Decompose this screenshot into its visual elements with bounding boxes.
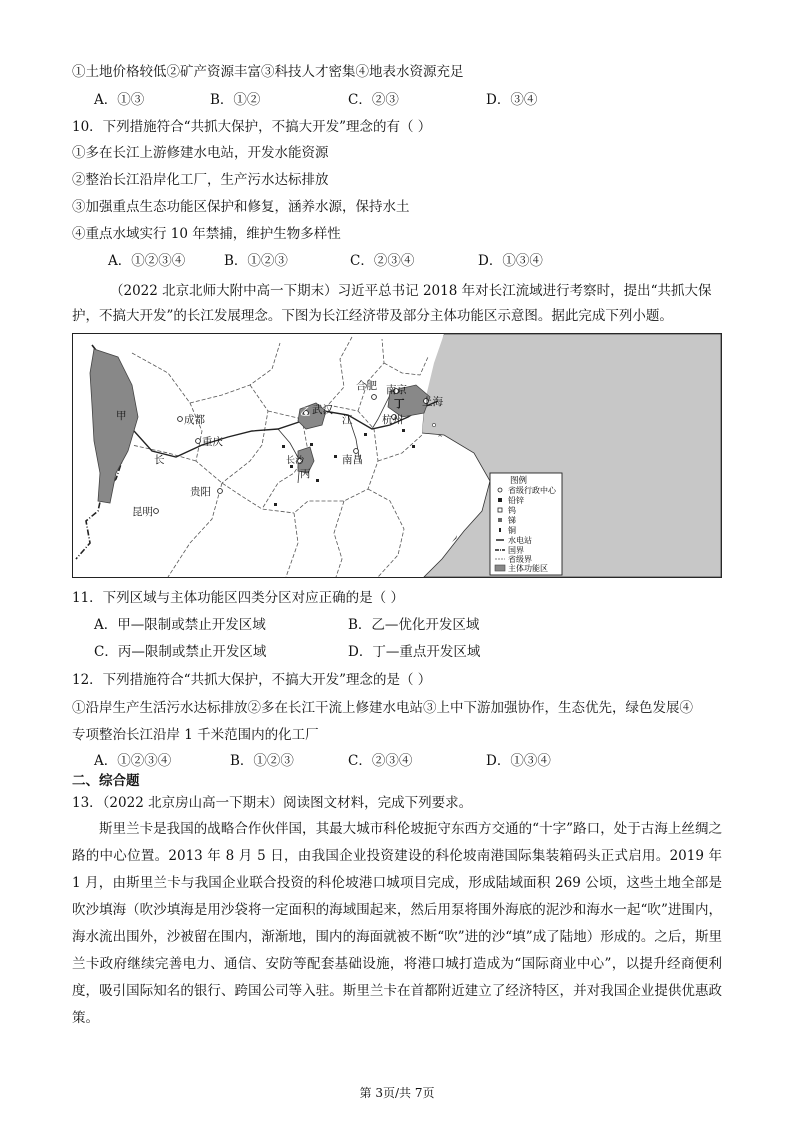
q12-option-d: D．①③④ [486, 753, 551, 769]
legend-item-provincial-border: 省级界 [508, 555, 532, 564]
legend-title: 图例 [510, 476, 528, 486]
q10-option-b: B．①②③ [224, 253, 288, 269]
q10-option-d: D．①③④ [478, 253, 543, 269]
page-footer: 第 3页/共 7页 [359, 1086, 435, 1100]
legend-item-copper: 铜 [508, 526, 516, 535]
q12-option-c: C．②③④ [348, 753, 413, 769]
intro-line-2: 护，不搞大开发”的长江发展理念。下图为长江经济带及部分主体功能区示意图。据此完成下列小题。 [72, 308, 673, 324]
q11-option-a: A．甲—限制或禁止开发区域 [94, 617, 266, 633]
q9-option-a: A．①③ [94, 92, 145, 108]
map-label-wuhan: 武汉 [312, 404, 333, 416]
q11-option-d: D．丁—重点开发区域 [348, 644, 481, 660]
legend-item-tungsten: 钨 [508, 506, 516, 515]
q9-option-d: D．③④ [486, 92, 538, 108]
q10-item-2: ②整治长江沿岸化工厂，生产污水达标排放 [72, 172, 329, 188]
map-label-jiang: 江 [342, 414, 353, 426]
map-label-changsha: 长沙 [286, 456, 305, 466]
q12-line-2: 专项整治长江沿岸 1 千米范围内的化工厂 [72, 727, 319, 743]
legend-item-national-border: 国界 [508, 546, 524, 555]
yangtze-economic-belt-map [72, 333, 722, 578]
intro-line-1: （2022 北京北师大附中高一下期末）习近平总书记 2018 年对长江流域进行考察时，提出“共抓大保 [110, 283, 712, 299]
legend-item-hydropower: 水电站 [508, 536, 532, 545]
q10-option-c: C．②③④ [350, 253, 415, 269]
q9-option-c: C．②③ [348, 92, 399, 108]
q12-option-b: B．①②③ [230, 753, 294, 769]
map-label-chang: 长 [154, 454, 165, 466]
map-label-hefei: 合肥 [356, 380, 377, 392]
legend-item-lead-zinc: 铅锌 [508, 496, 524, 505]
q11-option-c: C．丙—限制或禁止开发区域 [94, 644, 267, 660]
q12-line-1: ①沿岸生产生活污水达标排放②多在长江干流上修建水电站③上中下游加强协作，生态优先，绿色发展④ [72, 700, 693, 716]
map-label-nanchang: 南昌 [342, 454, 363, 466]
map-label-shanghai: 上海 [422, 396, 443, 408]
q12-stem: 12．下列措施符合“共抓大保护，不搞大开发”理念的是（ ） [72, 672, 432, 688]
q10-item-3: ③加强重点生态功能区保护和修复，涵养水源，保持水土 [72, 199, 410, 215]
q9-option-b: B．①② [210, 92, 261, 108]
q11-option-b: B．乙—优化开发区域 [348, 617, 480, 633]
legend-item-functional-zone: 主体功能区 [508, 564, 548, 573]
map-label-guiyang: 贵阳 [190, 486, 211, 498]
map-label-chongqing: 重庆 [202, 436, 223, 448]
map-label-jia: 甲 [116, 410, 127, 422]
q13-stem: 13．（2022 北京房山高一下期末）阅读图文材料，完成下列要求。 [72, 795, 473, 811]
map-label-ding: 丁 [394, 398, 405, 410]
q10-item-1: ①多在长江上游修建水电站，开发水能资源 [72, 145, 329, 161]
q10-option-a: A．①②③④ [108, 253, 186, 269]
map-label-chengdu: 成都 [184, 414, 205, 426]
q9-statement: ①土地价格较低②矿产资源丰富③科技人才密集④地表水资源充足 [72, 64, 464, 80]
map-label-bing: 丙 [300, 468, 311, 480]
legend-item-antimony: 锑 [508, 516, 516, 525]
q10-item-4: ④重点水域实行 10 年禁捕，维护生物多样性 [72, 226, 341, 242]
q10-stem: 10．下列措施符合“共抓大保护，不搞大开发”理念的有（ ） [72, 119, 432, 135]
section-heading: 二、综合题 [72, 773, 140, 789]
q11-stem: 11．下列区域与主体功能区四类分区对应正确的是（ ） [72, 590, 404, 606]
q13-passage: 斯里兰卡是我国的战略合作伙伴国，其最大城市科伦坡扼守东西方交通的“十字”路口，处于古海上丝绸之路的中心位置。2013 年 8 月 5 日，由我国企业投资建设的科伦坡南港国际集装箱码头正式启用。2019 年 1 月，由斯里兰卡与我国企业联合投资的科伦坡港口城项目完成，形成陆域面积 269 公顷，这些土地全部是吹沙填海（吹沙填海是用沙袋将一定面积的海域围起来，然后用泵将围外海底的泥沙和海水一起“吹”进围内，海水流出围外，沙被留在围内，渐渐地，围内的海面就被不断“吹”进的沙“填”成了陆地）形成的。之后，斯里兰卡政府继续完善电力、通信、安防等配套基础设施，将港口城打造成为“国际商业中心”，以提升经商便利度，吸引国际知名的银行、跨国公司等入驻。斯里兰卡在首都附近建立了经济特区，并对我国企业提供优惠政策。 [72, 821, 722, 1026]
q12-option-a: A．①②③④ [94, 753, 172, 769]
map-label-nanjing: 南京 [386, 384, 407, 396]
legend-item-capital: 省级行政中心 [508, 486, 556, 495]
map-legend [490, 473, 562, 575]
map-label-kunming: 昆明 [132, 506, 153, 518]
map-label-hangzhou: 杭州 [382, 414, 403, 426]
map-label-yi: 乙 [300, 406, 311, 418]
